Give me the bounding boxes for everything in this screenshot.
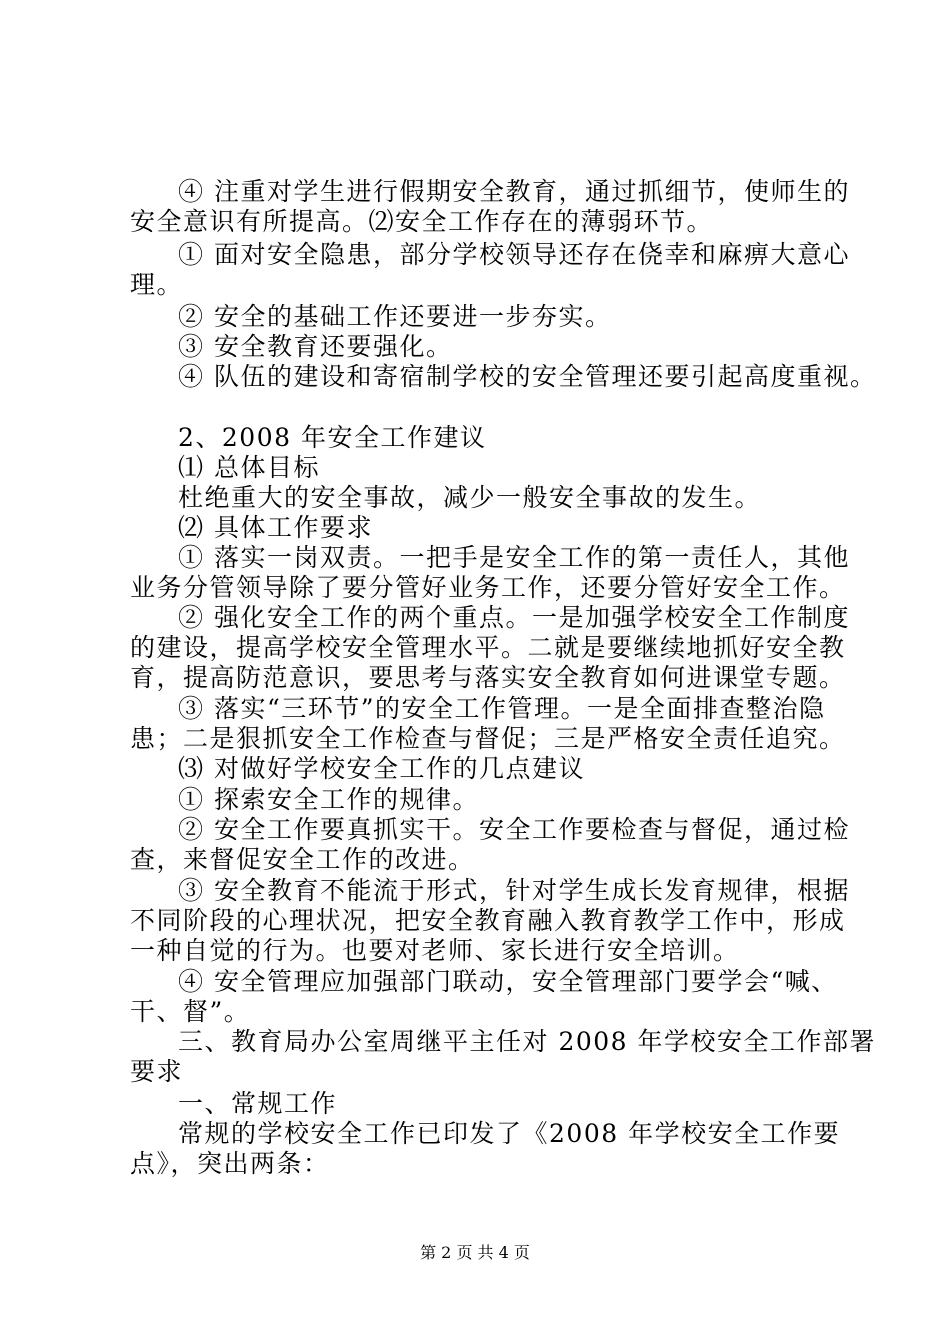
text-line: 的建设，提高学校安全管理水平。二就是要继续地抓好安全教 (130, 633, 846, 662)
text-line: 患；二是狠抓安全工作检查与督促；三是严格安全责任追究。 (130, 724, 846, 753)
text-line: ② 安全的基础工作还要进一步夯实。 (178, 302, 612, 331)
text-line: ② 安全工作要真抓实干。安全工作要检查与督促，通过检 (178, 815, 850, 844)
page-number-footer: 第 2 页 共 4 页 (420, 1243, 530, 1262)
section-heading: 2、2008 年安全工作建议 (178, 423, 487, 452)
text-line: 育，提高防范意识，要思考与落实安全教育如何进课堂专题。 (130, 663, 846, 692)
text-line: ⑶ 对做好学校安全工作的几点建议 (178, 754, 585, 783)
text-line: 点》，突出两条： (130, 1149, 330, 1178)
text-line: ③ 安全教育不能流于形式，针对学生成长发育规律，根据 (178, 876, 850, 905)
text-line: ④ 注重对学生进行假期安全教育，通过抓细节，使师生的 (178, 177, 850, 206)
section-heading: 三、教育局办公室周继平主任对 2008 年学校安全工作部署 (178, 1027, 877, 1056)
text-line: ① 落实一岗双责。一把手是安全工作的第一责任人，其他 (178, 543, 850, 572)
text-line: ④ 队伍的建设和寄宿制学校的安全管理还要引起高度重视。 (178, 362, 877, 391)
text-line: 业务分管领导除了要分管好业务工作，还要分管好安全工作。 (130, 573, 846, 602)
text-line: ① 面对安全隐患，部分学校领导还存在侥幸和麻痹大意心 (178, 240, 850, 269)
text-line: ③ 落实“三环节”的安全工作管理。一是全面排查整治隐 (178, 694, 826, 723)
text-line: 理。 (130, 270, 184, 299)
text-line: ② 强化安全工作的两个重点。一是加强学校安全工作制度 (178, 603, 850, 632)
text-line: ⑴ 总体目标 (178, 453, 320, 482)
text-line: 常规的学校安全工作已印发了《2008 年学校安全工作要 (178, 1119, 841, 1148)
text-line: 一种自觉的行为。也要对老师、家长进行安全培训。 (130, 936, 740, 965)
text-line: ③ 安全教育还要强化。 (178, 332, 453, 361)
text-line: 杜绝重大的安全事故，减少一般安全事故的发生。 (178, 483, 762, 512)
text-line: 干、督”。 (130, 997, 251, 1026)
text-line: 安全意识有所提高。⑵安全工作存在的薄弱环节。 (130, 207, 714, 236)
text-line: 要求 (130, 1057, 184, 1086)
text-line: 查，来督促安全工作的改进。 (130, 845, 475, 874)
section-heading: 一、常规工作 (178, 1089, 338, 1118)
text-line: 不同阶段的心理状况，把安全教育融入教育教学工作中，形成 (130, 906, 846, 935)
text-line: ① 探索安全工作的规律。 (178, 785, 479, 814)
text-line: ⑵ 具体工作要求 (178, 513, 373, 542)
text-line: ④ 安全管理应加强部门联动，安全管理部门要学会“喊、 (178, 967, 838, 996)
